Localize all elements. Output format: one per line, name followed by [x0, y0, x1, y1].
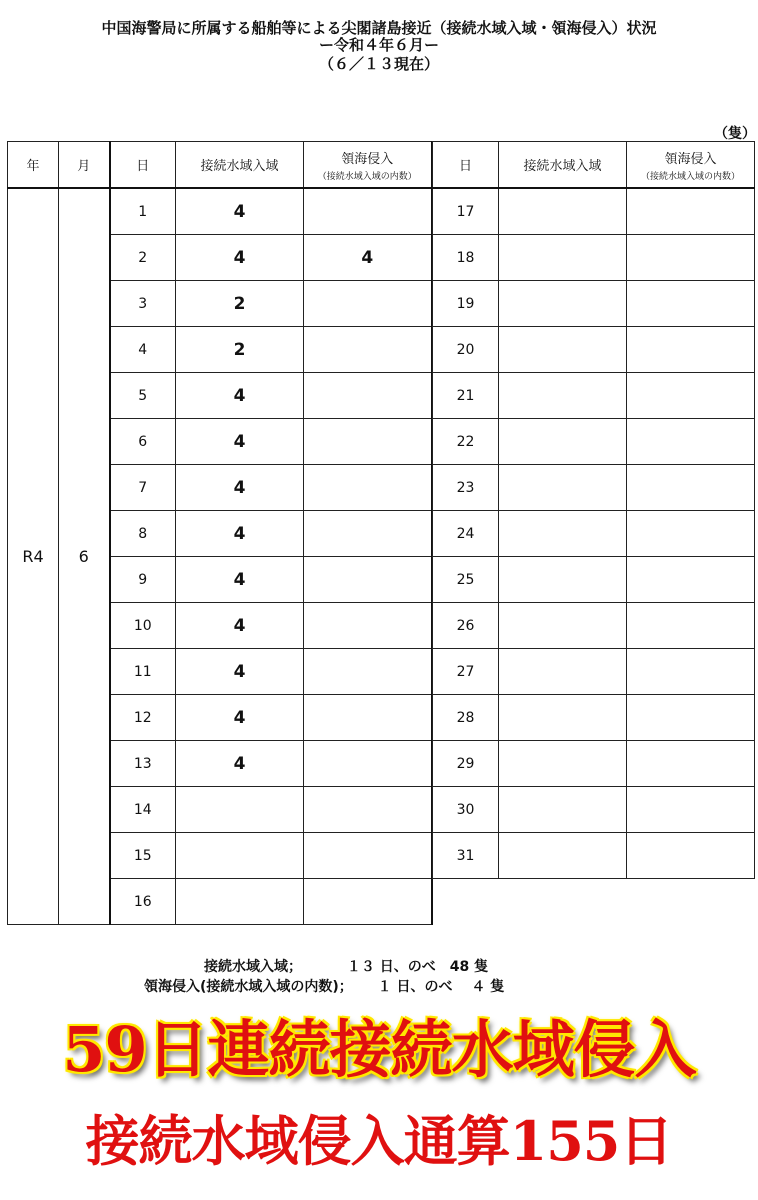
contiguous-count-cell: [499, 188, 627, 235]
territorial-count-cell: [627, 465, 755, 511]
day-cell: 17: [433, 188, 499, 235]
day-cell: 8: [110, 511, 176, 557]
table-row: [433, 188, 755, 235]
table-header-row: [8, 142, 432, 189]
territorial-header-note: （接続水域入域の内数）: [317, 171, 417, 182]
territorial-header-label: 領海侵入: [664, 151, 717, 167]
year-header: 年: [8, 142, 59, 189]
day-header: 日: [433, 142, 499, 189]
report-as-of-date: （６／１３現在）: [318, 55, 439, 73]
territorial-count-cell: [304, 787, 432, 833]
contiguous-count-cell: [499, 465, 627, 511]
summary-contiguous-label: 接続水域入域；: [204, 959, 302, 975]
territorial-count-cell: [304, 188, 432, 235]
report-title: 中国海警局に所属する船舶等による尖閣諸島接近（接続水域入域・領海侵入）状況: [101, 19, 657, 37]
day-cell: 14: [110, 787, 176, 833]
month-cell: 6: [59, 188, 110, 925]
territorial-count-cell: [627, 695, 755, 741]
table-row: [433, 787, 755, 833]
table-row: [433, 833, 755, 879]
contiguous-count-cell: [499, 787, 627, 833]
day-cell: 4: [110, 327, 176, 373]
day-cell: 24: [433, 511, 499, 557]
day-cell: 15: [110, 833, 176, 879]
day-cell: 3: [110, 281, 176, 327]
territorial-header-note: （接続水域入域の内数）: [640, 171, 740, 182]
contiguous-count-cell: 4: [176, 511, 304, 557]
day-header: 日: [110, 142, 176, 189]
summary-territorial-value: １ 日、のべ ４ 隻: [377, 979, 505, 995]
day-cell: 18: [433, 235, 499, 281]
territorial-count-cell: 4: [304, 235, 432, 281]
table-row: [433, 511, 755, 557]
day-cell: 29: [433, 741, 499, 787]
territorial-count-cell: [304, 373, 432, 419]
day-cell: 31: [433, 833, 499, 879]
territorial-count-cell: [304, 465, 432, 511]
contiguous-count-cell: [499, 695, 627, 741]
day-cell: 5: [110, 373, 176, 419]
day-cell: 11: [110, 649, 176, 695]
territorial-count-cell: [627, 511, 755, 557]
territorial-count-cell: [304, 741, 432, 787]
day-cell: 12: [110, 695, 176, 741]
summary-territorial: [144, 976, 504, 996]
report-period: ー令和４年６月ー: [318, 36, 439, 54]
day-cell: 21: [433, 373, 499, 419]
daily-table-right: [432, 141, 755, 879]
table-row: [433, 557, 755, 603]
contiguous-count-cell: [499, 235, 627, 281]
contiguous-count-cell: [176, 787, 304, 833]
territorial-count-cell: [627, 373, 755, 419]
day-cell: 9: [110, 557, 176, 603]
table-row: [433, 603, 755, 649]
contiguous-count-cell: [499, 281, 627, 327]
territorial-count-cell: [304, 833, 432, 879]
table-row: [433, 373, 755, 419]
day-cell: 20: [433, 327, 499, 373]
day-cell: 25: [433, 557, 499, 603]
daily-table-left: [7, 141, 433, 925]
contiguous-zone-header: 接続水域入域: [499, 142, 627, 189]
contiguous-count-cell: [499, 511, 627, 557]
day-cell: 27: [433, 649, 499, 695]
table-row: [433, 695, 755, 741]
consecutive-days-banner: 59日連続接続水域侵入: [62, 1013, 696, 1086]
unit-label: （隻）: [714, 126, 756, 142]
contiguous-count-cell: 4: [176, 188, 304, 235]
table-row: [433, 419, 755, 465]
day-cell: 2: [110, 235, 176, 281]
day-cell: 7: [110, 465, 176, 511]
territorial-count-cell: [627, 833, 755, 879]
table-row: [8, 188, 432, 235]
day-cell: 10: [110, 603, 176, 649]
day-cell: 28: [433, 695, 499, 741]
territorial-count-cell: [627, 281, 755, 327]
territorial-count-cell: [627, 649, 755, 695]
territorial-count-cell: [304, 327, 432, 373]
contiguous-count-cell: 4: [176, 235, 304, 281]
month-header: 月: [59, 142, 110, 189]
territorial-count-cell: [304, 557, 432, 603]
summary-contiguous: [204, 956, 488, 976]
table-row: [433, 281, 755, 327]
territorial-header-label: 領海侵入: [341, 151, 394, 167]
table-row: [433, 649, 755, 695]
contiguous-count-cell: [176, 833, 304, 879]
day-cell: 16: [110, 879, 176, 925]
contiguous-count-cell: 2: [176, 281, 304, 327]
table-header-row: [433, 142, 755, 189]
contiguous-count-cell: [499, 603, 627, 649]
contiguous-count-cell: 4: [176, 419, 304, 465]
day-cell: 19: [433, 281, 499, 327]
territorial-count-cell: [304, 649, 432, 695]
day-cell: 6: [110, 419, 176, 465]
contiguous-count-cell: 4: [176, 373, 304, 419]
contiguous-count-cell: 4: [176, 649, 304, 695]
summary-contiguous-value: １３ 日、のべ 48 隻: [346, 959, 489, 975]
territorial-intrusion-header: [304, 142, 432, 189]
territorial-intrusion-header: [627, 142, 755, 189]
contiguous-count-cell: [499, 419, 627, 465]
contiguous-count-cell: [499, 327, 627, 373]
territorial-count-cell: [304, 879, 432, 925]
table-row: [433, 465, 755, 511]
day-cell: 26: [433, 603, 499, 649]
territorial-count-cell: [627, 419, 755, 465]
contiguous-count-cell: 2: [176, 327, 304, 373]
table-row: [433, 235, 755, 281]
territorial-count-cell: [627, 741, 755, 787]
contiguous-zone-header: 接続水域入域: [176, 142, 304, 189]
territorial-count-cell: [627, 188, 755, 235]
year-cell: R4: [8, 188, 59, 925]
territorial-count-cell: [304, 419, 432, 465]
day-cell: 23: [433, 465, 499, 511]
contiguous-count-cell: [499, 373, 627, 419]
contiguous-count-cell: 4: [176, 741, 304, 787]
day-cell: 1: [110, 188, 176, 235]
contiguous-count-cell: [499, 557, 627, 603]
day-cell: 22: [433, 419, 499, 465]
contiguous-count-cell: [499, 833, 627, 879]
contiguous-count-cell: [499, 741, 627, 787]
contiguous-count-cell: 4: [176, 557, 304, 603]
table-row: [433, 741, 755, 787]
contiguous-count-cell: 4: [176, 465, 304, 511]
territorial-count-cell: [627, 603, 755, 649]
contiguous-count-cell: 4: [176, 695, 304, 741]
territorial-count-cell: [304, 511, 432, 557]
territorial-count-cell: [627, 235, 755, 281]
territorial-count-cell: [304, 603, 432, 649]
summary-territorial-label: 領海侵入(接続水域入域の内数)；: [144, 979, 353, 995]
total-days-banner: 接続水域侵入通算155日: [85, 1109, 673, 1173]
contiguous-count-cell: [176, 879, 304, 925]
territorial-count-cell: [627, 327, 755, 373]
day-cell: 30: [433, 787, 499, 833]
day-cell: 13: [110, 741, 176, 787]
territorial-count-cell: [304, 695, 432, 741]
table-row: [433, 327, 755, 373]
territorial-count-cell: [627, 787, 755, 833]
territorial-count-cell: [627, 557, 755, 603]
contiguous-count-cell: 4: [176, 603, 304, 649]
contiguous-count-cell: [499, 649, 627, 695]
territorial-count-cell: [304, 281, 432, 327]
